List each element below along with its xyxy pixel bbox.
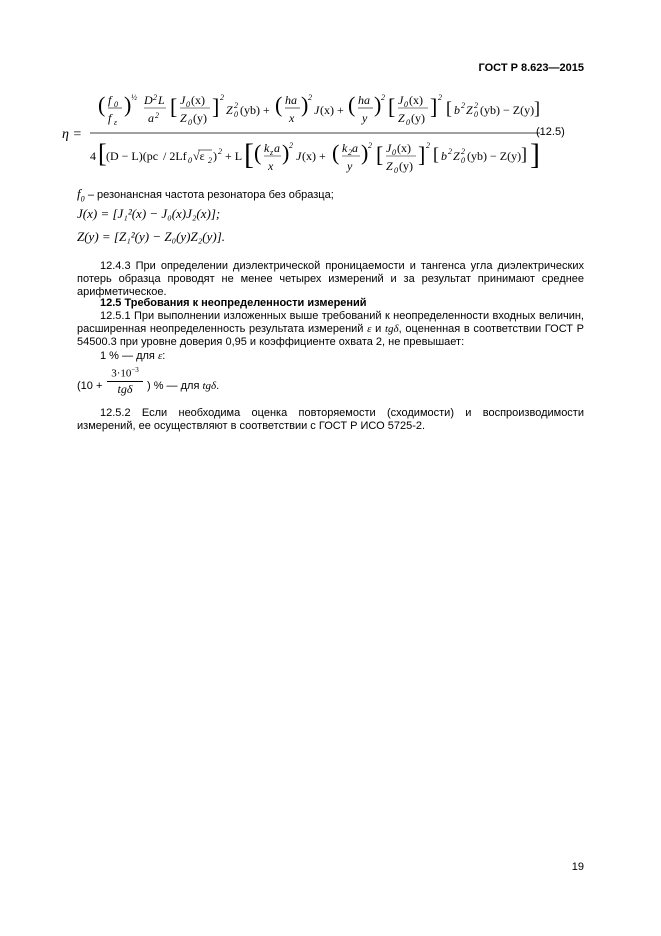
- svg-text:): ): [361, 140, 369, 165]
- svg-text:(D − L)(pc: (D − L)(pc: [106, 149, 159, 163]
- legend-f0: [77, 186, 334, 204]
- svg-text:k: k: [342, 141, 348, 155]
- svg-text:(x) +: (x) +: [302, 149, 326, 163]
- svg-text:2: 2: [289, 141, 293, 150]
- svg-text:½: ½: [131, 93, 137, 102]
- svg-text:(x) +: (x) +: [320, 103, 344, 117]
- svg-text:a: a: [148, 111, 154, 125]
- svg-text:): ): [374, 92, 382, 117]
- formula-number: (12.5): [536, 126, 565, 138]
- svg-text:Z: Z: [180, 111, 187, 125]
- svg-text:0: 0: [188, 118, 192, 127]
- svg-text:b: b: [454, 103, 460, 117]
- svg-text:0: 0: [188, 156, 192, 165]
- svg-text:]: ]: [430, 94, 438, 119]
- svg-text:(y): (y): [193, 111, 207, 125]
- svg-text:f: f: [108, 111, 112, 125]
- uncertainty-epsilon-line: [100, 350, 165, 362]
- svg-text:J: J: [296, 149, 302, 163]
- f0-description: – резонансная частота резонатора без образца;: [87, 189, 334, 201]
- formula-graphic: [60, 88, 540, 180]
- uncertainty-tg-line: [77, 366, 277, 404]
- svg-text:(: (: [348, 92, 356, 117]
- page-number: 19: [571, 861, 584, 873]
- legend-zy: Z(y) = [Z₁²(y) − Z₀(y)Z₂(y)].: [77, 229, 226, 244]
- svg-text:(yb) +: (yb) +: [240, 103, 270, 117]
- svg-text:ha: ha: [358, 93, 370, 107]
- svg-text:(yb) − Z(y): (yb) − Z(y): [467, 149, 522, 163]
- svg-text:L: L: [158, 93, 165, 107]
- svg-text:2: 2: [348, 148, 352, 157]
- paragraph-12-4-3: 12.4.3 При определении диэлектрической проницаемости и тангенса угла диэлектрических потерь образца проводят не менее четырех измерений и за результат принимают среднее арифметическое.: [77, 260, 584, 298]
- svg-text:0: 0: [114, 100, 118, 109]
- svg-text:η =: η =: [62, 127, 82, 142]
- num-value: 3·10: [111, 367, 132, 380]
- svg-text:2: 2: [234, 101, 238, 110]
- svg-text:[: [: [170, 94, 178, 119]
- svg-text:(x): (x): [409, 93, 423, 107]
- svg-text:√ε: √ε: [193, 149, 205, 163]
- formula-12-5: [60, 88, 590, 180]
- svg-text:(y): (y): [399, 159, 413, 173]
- svg-text:(yb) − Z(y): (yb) − Z(y): [480, 103, 535, 117]
- fraction: [107, 366, 143, 397]
- p-12-5-1-text-a: 12.5.1 При выполнении изложенных выше требований к неопределенности входных величин, расширенная неопределенность результата измерений: [77, 310, 584, 335]
- svg-text:2: 2: [368, 141, 372, 150]
- svg-text:D: D: [144, 93, 153, 107]
- svg-text:2: 2: [208, 156, 212, 165]
- colon: :: [162, 350, 166, 362]
- svg-text:(x): (x): [397, 141, 411, 155]
- svg-text:[: [: [376, 142, 384, 167]
- svg-text:[: [: [433, 144, 439, 164]
- svg-text:k: k: [264, 141, 270, 155]
- svg-text:2: 2: [153, 93, 157, 102]
- document-header: ГОСТ Р 8.623—2015: [478, 62, 584, 74]
- svg-text:0: 0: [234, 110, 238, 119]
- svg-text:(x): (x): [191, 93, 205, 107]
- svg-text:J: J: [180, 93, 186, 107]
- epsilon-symbol-2: ε: [157, 350, 163, 362]
- svg-text:2: 2: [461, 101, 465, 110]
- fraction-numerator: [107, 366, 143, 382]
- svg-text:(y): (y): [411, 111, 425, 125]
- svg-text:+ L: + L: [225, 149, 243, 163]
- tg-delta-symbol-2: tgδ: [202, 380, 217, 392]
- svg-text:f: f: [108, 93, 112, 107]
- svg-text:2: 2: [448, 147, 452, 156]
- svg-text:]: ]: [418, 142, 426, 167]
- svg-text:0: 0: [474, 110, 478, 119]
- svg-text:ha: ha: [285, 93, 297, 107]
- svg-text:/ 2Lf: / 2Lf: [163, 149, 187, 163]
- svg-text:0: 0: [186, 100, 190, 109]
- svg-text:Z: Z: [226, 103, 233, 117]
- svg-text:0: 0: [461, 156, 465, 165]
- svg-text:[: [: [388, 94, 396, 119]
- fraction-denominator: tgδ: [117, 381, 133, 396]
- svg-text:2: 2: [381, 93, 385, 102]
- svg-text:2: 2: [155, 111, 159, 120]
- svg-text:): ): [124, 92, 132, 117]
- svg-text:Z: Z: [386, 159, 393, 173]
- svg-text:0: 0: [406, 118, 410, 127]
- svg-text:a: a: [352, 141, 358, 155]
- svg-text:]: ]: [521, 144, 527, 164]
- f0-symbol: f: [77, 186, 81, 201]
- svg-text:[: [: [446, 98, 452, 118]
- svg-text:2: 2: [461, 147, 465, 156]
- svg-text:J: J: [386, 141, 392, 155]
- svg-text:(: (: [332, 140, 340, 165]
- svg-text:a: a: [274, 141, 280, 155]
- svg-text:): ): [213, 149, 217, 163]
- svg-text:2: 2: [218, 147, 222, 156]
- svg-text:y: y: [347, 159, 353, 173]
- section-12-5-title: 12.5 Требования к неопределенности измерений: [100, 297, 367, 309]
- svg-text:x: x: [289, 111, 295, 125]
- and-word: и: [375, 323, 382, 335]
- svg-text:2: 2: [474, 101, 478, 110]
- svg-text:Z: Z: [466, 103, 473, 117]
- svg-text:2: 2: [308, 93, 312, 102]
- epsilon-symbol: ε: [367, 323, 372, 335]
- svg-text:]: ]: [534, 98, 540, 118]
- tg-delta-symbol: tgδ: [385, 323, 399, 335]
- svg-text:2: 2: [438, 93, 442, 102]
- svg-text:): ): [301, 92, 309, 117]
- svg-text:x: x: [268, 159, 274, 173]
- svg-text:b: b: [441, 149, 447, 163]
- svg-text:J: J: [398, 93, 404, 107]
- legend-jx: J(x) = [J₁²(x) − J₀(x)J₂(x)];: [77, 206, 221, 221]
- num-exponent: −3: [131, 366, 139, 374]
- f0-subscript: 0: [80, 194, 85, 204]
- svg-text:J: J: [314, 103, 320, 117]
- svg-text:Z: Z: [453, 149, 460, 163]
- svg-text:]: ]: [212, 94, 220, 119]
- svg-text:[: [: [98, 139, 107, 168]
- svg-text:z: z: [270, 148, 274, 157]
- svg-text:Z: Z: [398, 111, 405, 125]
- svg-text:0: 0: [392, 148, 396, 157]
- svg-text:): ): [282, 140, 290, 165]
- svg-text:4: 4: [90, 149, 96, 163]
- svg-text:0: 0: [404, 100, 408, 109]
- close-paren-text: ) % — для: [147, 380, 200, 392]
- svg-text:]: ]: [530, 138, 540, 171]
- svg-text:ε: ε: [114, 118, 118, 127]
- p-12-5-1-text-b: , оцененная в соответствии ГОСТ Р 54500.3 при уровне доверия 0,95 и коэффициенте охвата 2, не превышает:: [77, 323, 585, 348]
- svg-text:(: (: [254, 140, 262, 165]
- svg-text:2: 2: [426, 141, 430, 150]
- one-percent-text: 1 % — для: [100, 350, 155, 362]
- open-paren-text: (10 +: [77, 380, 103, 392]
- period: .: [216, 380, 220, 392]
- svg-text:(: (: [98, 92, 106, 117]
- paragraph-12-5-2: 12.5.2 Если необходима оценка повторяемости (сходимости) и воспроизводимости измерений, ее осуществляют в соответствии с ГОСТ Р ИСО 5725-2.: [77, 407, 584, 432]
- svg-text:[: [: [244, 138, 254, 171]
- svg-text:y: y: [362, 111, 368, 125]
- paragraph-12-5-1: [77, 310, 584, 349]
- close-paren-group: [147, 380, 219, 392]
- svg-text:2: 2: [220, 93, 224, 102]
- svg-text:0: 0: [394, 166, 398, 175]
- svg-text:(: (: [275, 92, 283, 117]
